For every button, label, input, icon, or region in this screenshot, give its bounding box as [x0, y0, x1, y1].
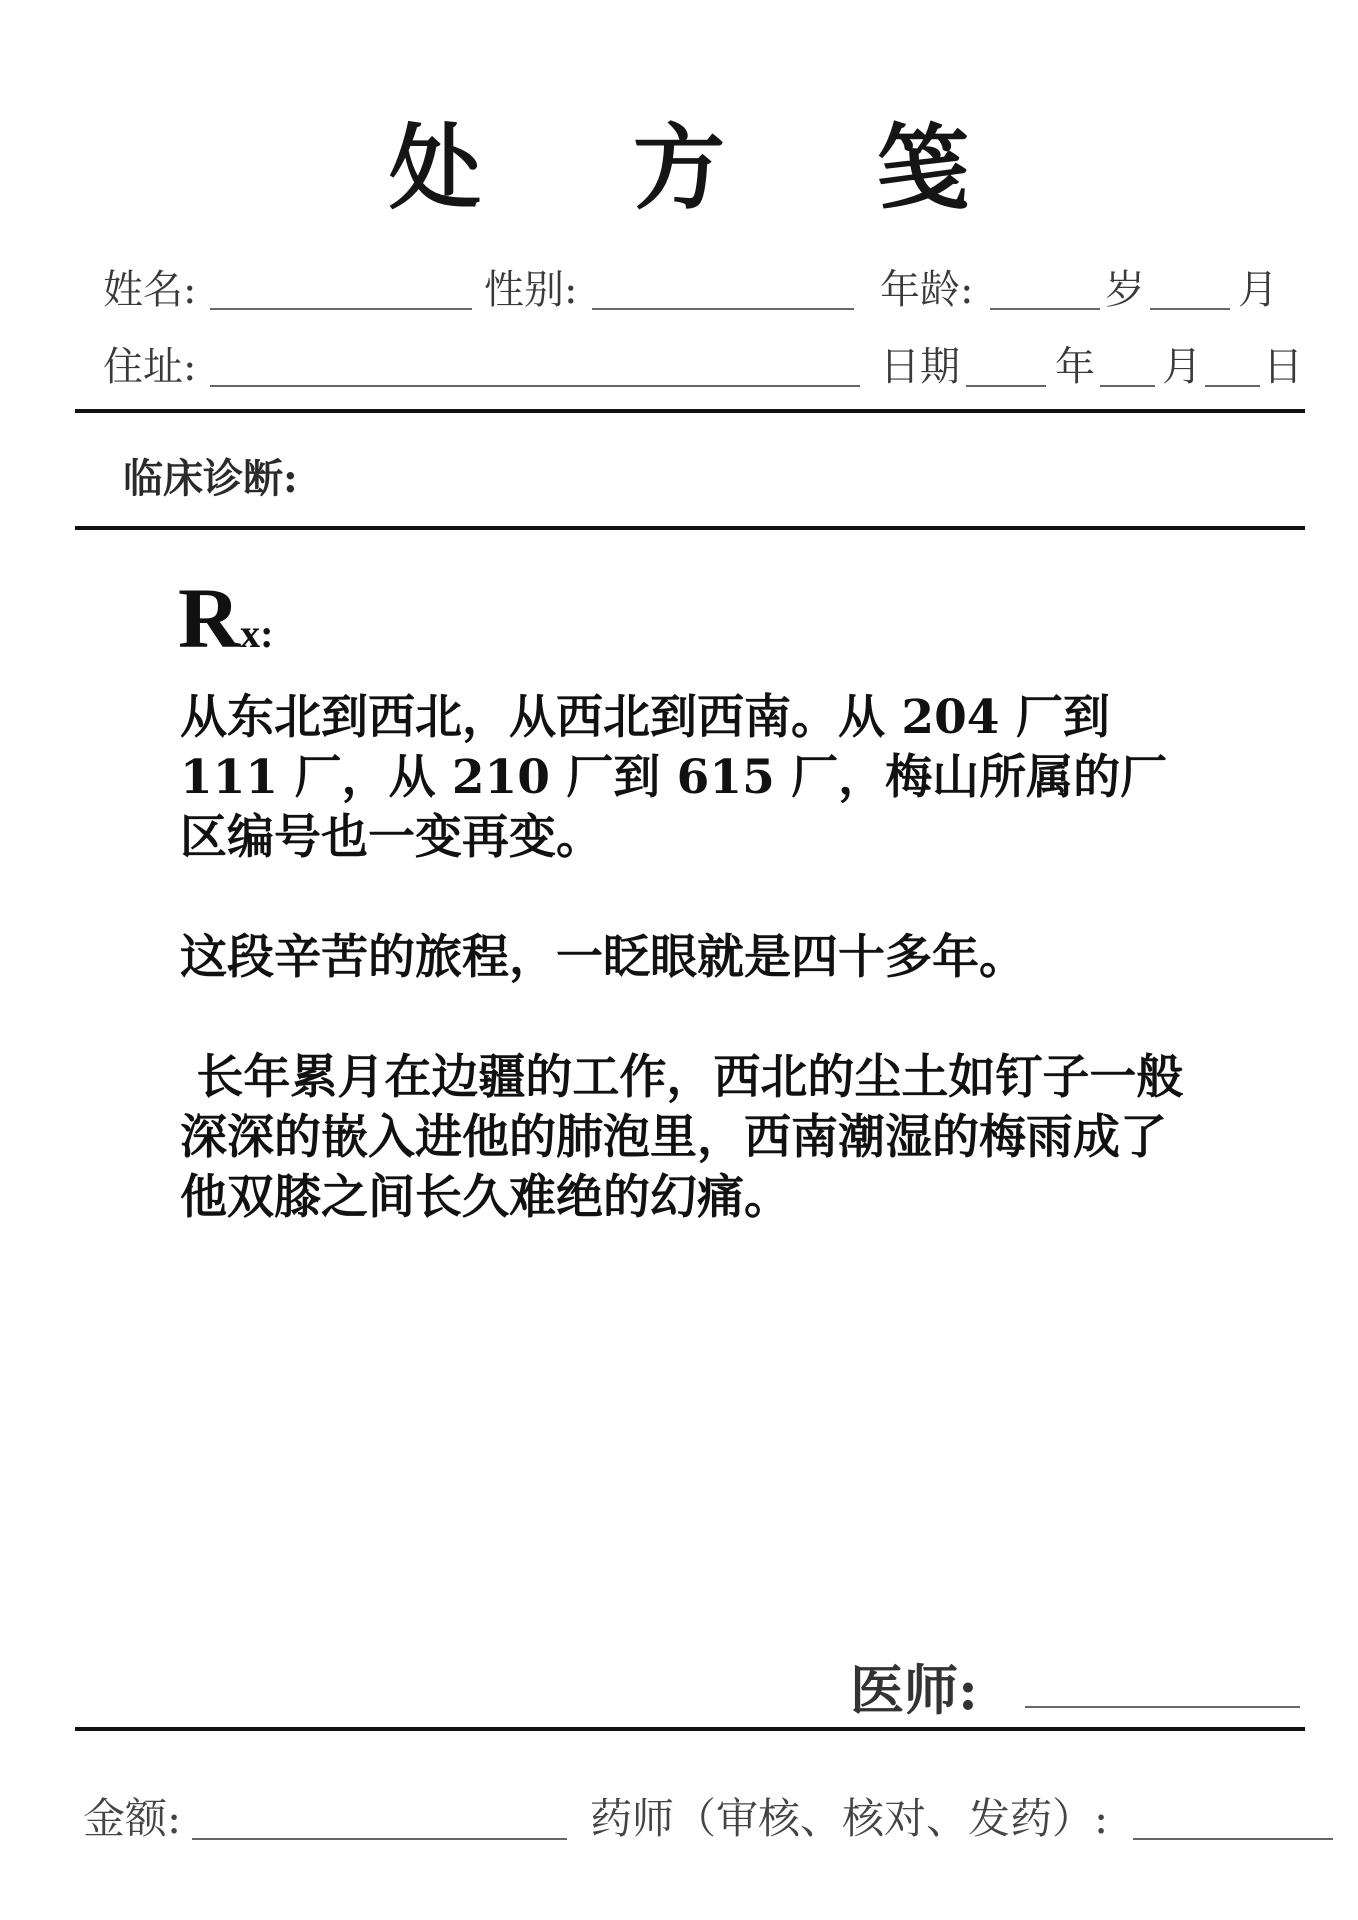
paragraph-text: 从东北到西北，从西北到西南。从 204 厂到 111 厂，从 210 厂到 615 厂，梅山所属的厂区编号也一变再变。: [180, 690, 1168, 865]
prescription-paragraph-1: [180, 688, 1190, 868]
age-year-unit: 岁: [1105, 267, 1145, 313]
amount-label: 金额:: [83, 1794, 182, 1843]
date-label: 日期: [880, 344, 960, 390]
rx-symbol: [178, 568, 273, 668]
gender-field-line[interactable]: [592, 308, 854, 310]
pharmacist-signature-line[interactable]: [1133, 1838, 1333, 1840]
age-month-unit: 月: [1238, 267, 1278, 313]
amount-field-line[interactable]: [192, 1838, 567, 1840]
date-day-unit: 日: [1263, 344, 1303, 390]
date-year-unit: 年: [1055, 344, 1095, 390]
name-field-line[interactable]: [210, 308, 472, 310]
prescription-paragraph-3: [180, 1048, 1190, 1228]
date-month-unit: 月: [1162, 344, 1202, 390]
header-divider: [75, 409, 1305, 413]
diagnosis-label: 临床诊断:: [123, 455, 298, 502]
rx-suffix: x:: [240, 611, 274, 656]
age-label: 年龄:: [880, 267, 974, 313]
prescription-paragraph-2: [180, 928, 1190, 988]
name-label: 姓名:: [103, 267, 197, 313]
date-month-line[interactable]: [1100, 385, 1155, 387]
address-field-line[interactable]: [210, 385, 860, 387]
doctor-signature-line[interactable]: [1025, 1706, 1300, 1708]
paragraph-text: 这段辛苦的旅程，一眨眼就是四十多年。: [180, 930, 1026, 985]
age-months-line[interactable]: [1150, 308, 1230, 310]
rx-letter: R: [178, 570, 241, 666]
doctor-label: 医师:: [850, 1658, 978, 1722]
date-year-line[interactable]: [966, 385, 1046, 387]
signature-divider: [75, 1727, 1305, 1731]
age-years-line[interactable]: [990, 308, 1100, 310]
diagnosis-divider: [75, 526, 1305, 530]
pharmacist-label: 药师（审核、核对、发药）:: [590, 1794, 1109, 1843]
address-label: 住址:: [103, 344, 197, 390]
gender-label: 性别:: [484, 267, 578, 313]
date-day-line[interactable]: [1205, 385, 1260, 387]
document-title: 处 方 笺: [388, 114, 1030, 222]
paragraph-text: 长年累月在边疆的工作，西北的尘土如钉子一般深深的嵌入进他的肺泡里，西南潮湿的梅雨成了他双膝之间长久难绝的幻痛。: [180, 1050, 1184, 1225]
